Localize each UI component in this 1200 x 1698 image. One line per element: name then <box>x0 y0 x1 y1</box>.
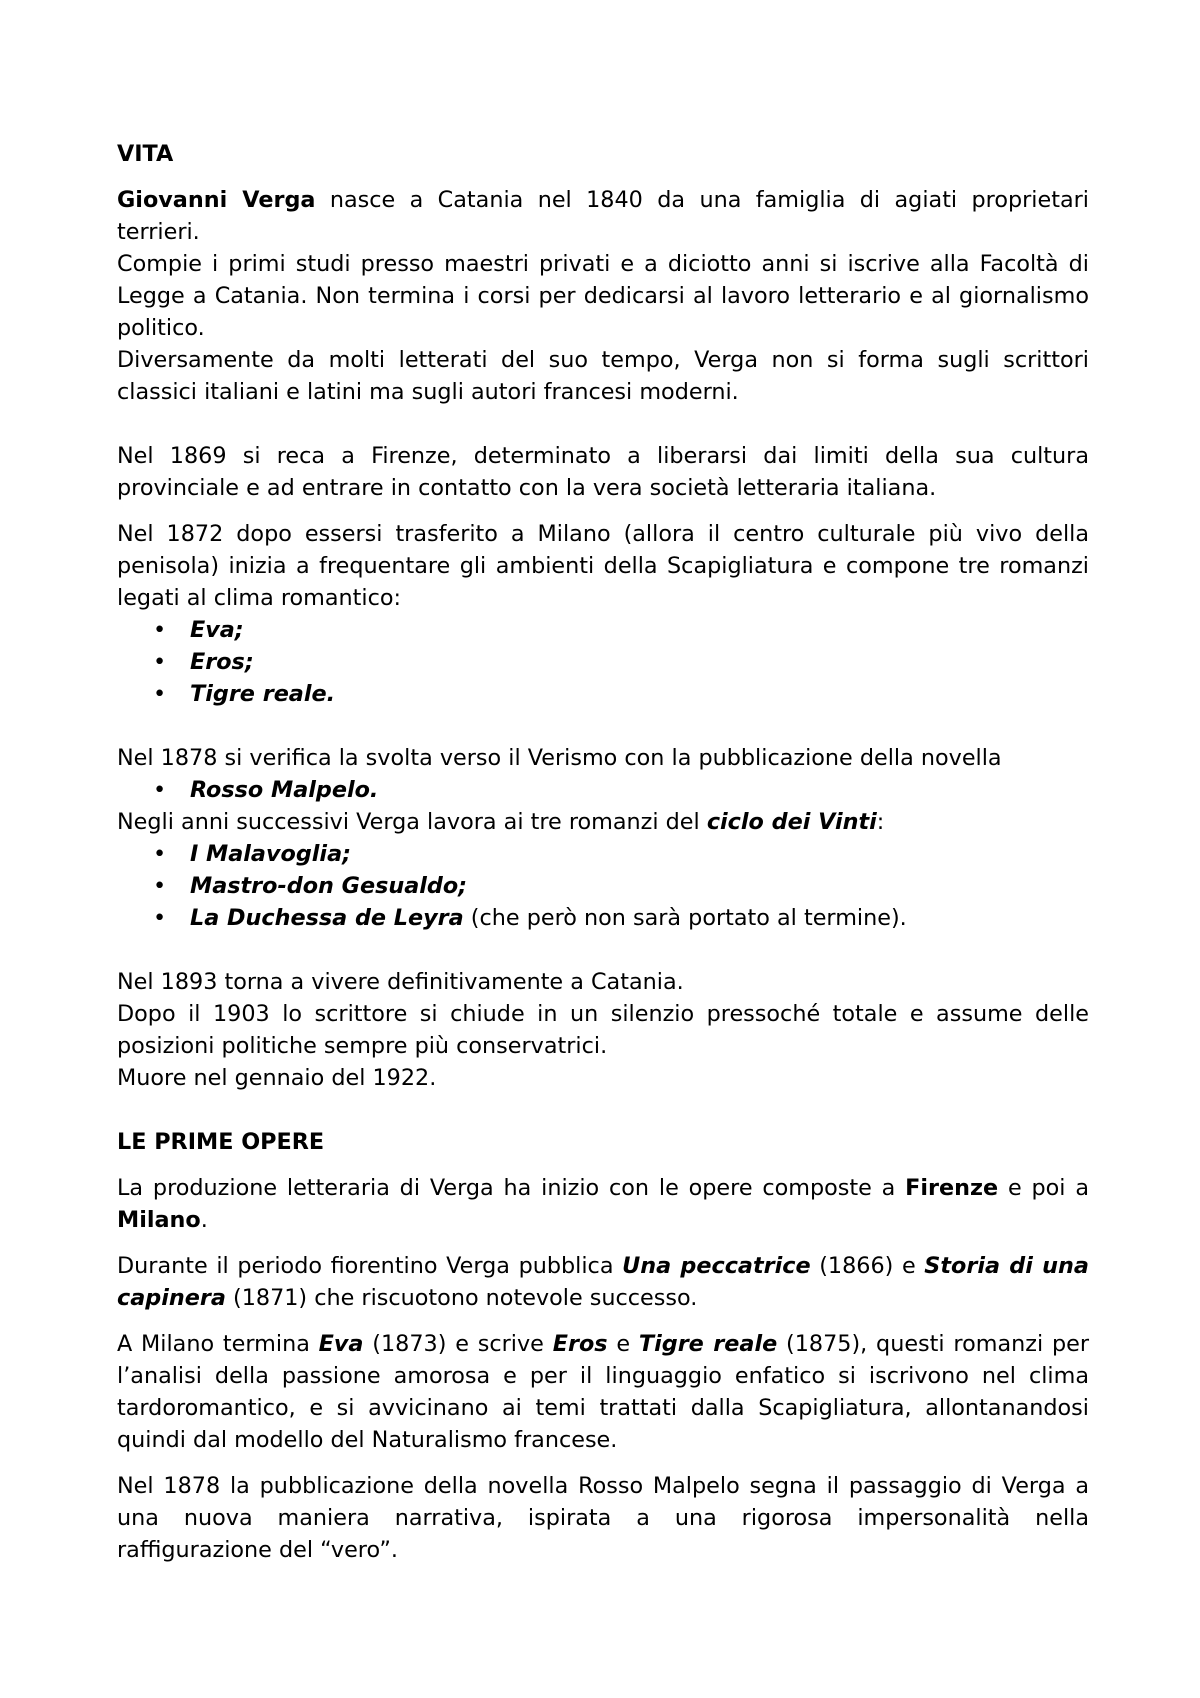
bullet-icon: • <box>153 905 167 931</box>
list-item: • Eros; <box>153 646 1089 678</box>
bullet-icon: • <box>153 841 167 867</box>
section-heading-vita: VITA <box>117 141 174 167</box>
paragraph-formation: Diversamente da molti letterati del suo tempo, Verga non si forma sugli scrittori classici italiani e latini ma sugli autori francesi moderni. <box>117 347 1089 405</box>
paragraph-verismo: Nel 1878 si verifica la svolta verso il Verismo con la pubblicazione della novella <box>117 745 1002 771</box>
bullet-icon: • <box>153 777 167 803</box>
paragraph-birth: Giovanni Verga nasce a Catania nel 1840 da una famiglia di agiati proprietari terrieri. <box>117 187 1089 245</box>
paragraph-milan-novels: A Milano termina Eva (1873) e scrive Eros e Tigre reale (1875), questi romanzi per l’analisi della passione amorosa e per il linguaggio enfatico si iscrivono nel clima tardoromantico, e si avvicinano ai temi trattati dalla Scapigliatura, allontanandosi quindi dal modello del Naturalismo francese. <box>117 1331 1089 1453</box>
paragraph-milan: Nel 1872 dopo essersi trasferito a Milano (allora il centro culturale più vivo della penisola) inizia a frequentare gli ambienti della Scapigliatura e compone tre romanzi legati al clima romantico: <box>117 521 1089 611</box>
paragraph-silence: Dopo il 1903 lo scrittore si chiude in un silenzio pressoché totale e assume delle posizioni politiche sempre più conservatrici. <box>117 1001 1089 1059</box>
bullet-icon: • <box>153 681 167 707</box>
paragraph-florentine-period: Durante il periodo fiorentino Verga pubblica Una peccatrice (1866) e Storia di una capinera (1871) che riscuotono notevole successo. <box>117 1253 1089 1311</box>
vinti-novels-list <box>117 838 1089 934</box>
paragraph-vinti: Negli anni successivi Verga lavora ai tre romanzi del ciclo dei Vinti: <box>117 809 885 835</box>
list-item: • I Malavoglia; <box>153 838 1089 870</box>
author-name: Giovanni Verga <box>117 187 316 213</box>
list-item: • Rosso Malpelo. <box>153 774 1089 806</box>
bullet-icon: • <box>153 873 167 899</box>
paragraph-rosso-malpelo: Nel 1878 la pubblicazione della novella Rosso Malpelo segna il passaggio di Verga a una nuova maniera narrativa, ispirata a una rigorosa impersonalità nella raffigurazione del “vero”. <box>117 1473 1089 1563</box>
paragraph-catania-return: Nel 1893 torna a vivere definitivamente a Catania. <box>117 969 684 995</box>
paragraph-studies: Compie i primi studi presso maestri privati e a diciotto anni si iscrive alla Facoltà di Legge a Catania. Non termina i corsi per dedicarsi al lavoro letterario e al giornalismo politico. <box>117 251 1089 341</box>
list-item: • La Duchessa de Leyra (che però non sarà portato al termine). <box>153 902 1089 934</box>
list-item: • Tigre reale. <box>153 678 1089 710</box>
romantic-novels-list <box>117 614 1089 710</box>
paragraph-death: Muore nel gennaio del 1922. <box>117 1065 437 1091</box>
bullet-icon: • <box>153 649 167 675</box>
paragraph-production: La produzione letteraria di Verga ha inizio con le opere composte a Firenze e poi a Milano. <box>117 1175 1089 1233</box>
document-page <box>117 138 1089 1566</box>
novella-list <box>117 774 1089 806</box>
section-heading-prime-opere: LE PRIME OPERE <box>117 1129 325 1155</box>
paragraph-florence: Nel 1869 si reca a Firenze, determinato a liberarsi dai limiti della sua cultura provinciale e ad entrare in contatto con la vera società letteraria italiana. <box>117 443 1089 501</box>
bullet-icon: • <box>153 617 167 643</box>
list-item: • Mastro-don Gesualdo; <box>153 870 1089 902</box>
list-item: • Eva; <box>153 614 1089 646</box>
